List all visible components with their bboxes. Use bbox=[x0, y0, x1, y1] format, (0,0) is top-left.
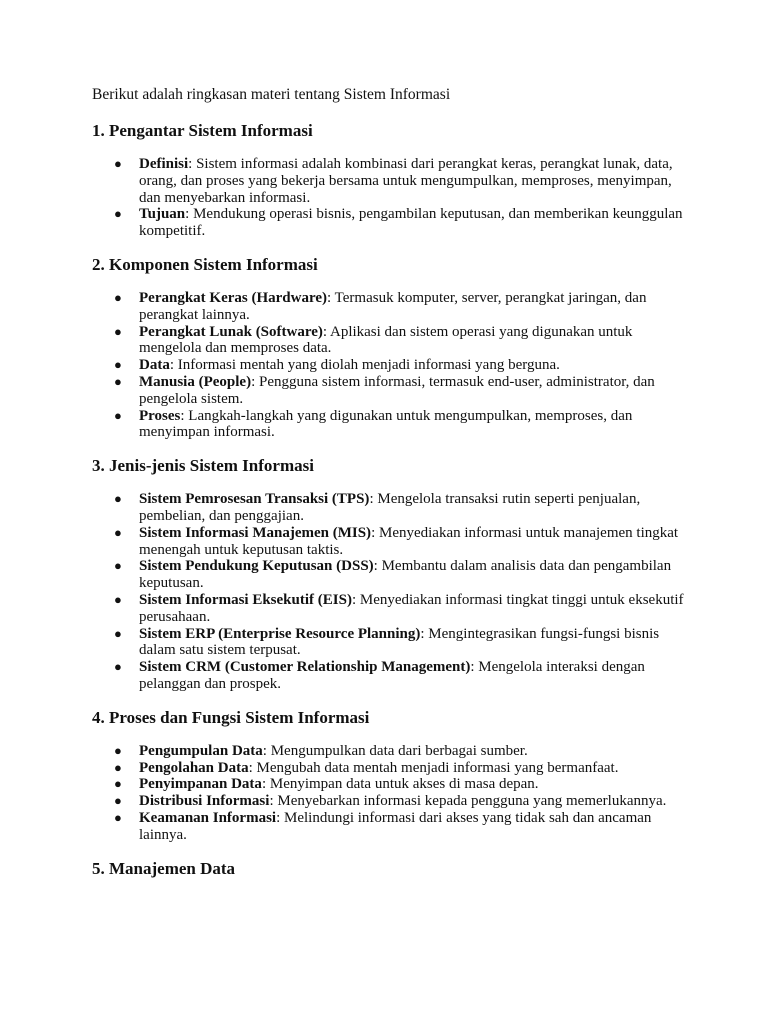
list-item bbox=[92, 793, 692, 810]
bullet-icon: ● bbox=[114, 373, 122, 389]
item-term: Tujuan bbox=[139, 206, 186, 223]
item-desc: : Melindungi informasi dari akses yang tidak sah dan ancaman lainnya. bbox=[139, 809, 652, 843]
item-desc: : Mengelola interaksi dengan pelanggan dan prospek. bbox=[139, 659, 645, 692]
bullet-icon: ● bbox=[114, 491, 122, 507]
item-desc: : Termasuk komputer, server, perangkat jaringan, dan perangkat lainnya. bbox=[139, 289, 647, 323]
bullet-icon: ● bbox=[114, 591, 122, 607]
item-desc: : Mengubah data mentah menjadi informasi yang bermanfaat. bbox=[248, 759, 619, 776]
item-term: Pengumpulan Data bbox=[139, 742, 263, 759]
item-desc: : Mengelola transaksi rutin seperti penjualan, pembelian, dan penggajian. bbox=[139, 491, 641, 524]
item-desc: : Mengintegrasikan fungsi-fungsi bisnis dalam satu sistem terpusat. bbox=[139, 625, 660, 659]
item-term: Keamanan Informasi bbox=[139, 809, 277, 826]
list-item bbox=[92, 810, 692, 844]
bullet-icon: ● bbox=[114, 625, 122, 641]
item-term: Sistem Informasi Manajemen (MIS) bbox=[139, 524, 372, 541]
bullet-icon: ● bbox=[114, 659, 122, 675]
list-item bbox=[92, 324, 692, 358]
item-term: Pengolahan Data bbox=[139, 759, 249, 776]
bullet-icon: ● bbox=[114, 357, 122, 373]
list-item bbox=[92, 776, 692, 793]
bullet-icon: ● bbox=[114, 759, 122, 775]
item-desc: : Mendukung operasi bisnis, pengambilan keputusan, dan memberikan keunggulan kompetitif. bbox=[139, 206, 683, 240]
item-term: Sistem Pendukung Keputusan (DSS) bbox=[139, 558, 374, 575]
section-list-2 bbox=[92, 290, 692, 441]
item-term: Distribusi Informasi bbox=[139, 793, 270, 810]
bullet-icon: ● bbox=[114, 524, 122, 540]
bullet-icon: ● bbox=[114, 558, 122, 574]
bullet-icon: ● bbox=[114, 206, 122, 222]
item-desc: : Informasi mentah yang diolah menjadi informasi yang berguna. bbox=[169, 357, 560, 374]
item-desc: : Menyimpan data untuk akses di masa depan. bbox=[261, 776, 539, 793]
item-term: Manusia (People) bbox=[139, 373, 252, 390]
bullet-icon: ● bbox=[114, 776, 122, 792]
list-item bbox=[92, 760, 692, 777]
item-desc: : Pengguna sistem informasi, termasuk end-user, administrator, dan pengelola sistem. bbox=[139, 373, 655, 407]
list-item bbox=[92, 206, 692, 240]
list-item bbox=[92, 626, 692, 660]
item-term: Perangkat Keras (Hardware) bbox=[139, 289, 328, 306]
list-item bbox=[92, 659, 692, 693]
section-heading-4: 4. Proses dan Fungsi Sistem Informasi bbox=[92, 707, 370, 727]
list-item bbox=[92, 290, 692, 324]
bullet-icon: ● bbox=[114, 323, 122, 339]
item-term: Sistem ERP (Enterprise Resource Planning) bbox=[139, 625, 421, 642]
list-item bbox=[92, 491, 692, 525]
item-desc: : Sistem informasi adalah kombinasi dari perangkat keras, perangkat lunak, data, orang, dan proses yang bekerja bersama untuk mengumpulkan, memproses, menyimpan, dan menyebarkan informasi. bbox=[139, 156, 673, 206]
item-term: Sistem Pemrosesan Transaksi (TPS) bbox=[139, 491, 370, 508]
list-item bbox=[92, 357, 692, 374]
item-desc: : Aplikasi dan sistem operasi yang digunakan untuk mengelola dan memproses data. bbox=[139, 323, 633, 357]
list-item bbox=[92, 558, 692, 592]
bullet-icon: ● bbox=[114, 793, 122, 809]
section-heading-5: 5. Manajemen Data bbox=[92, 858, 236, 878]
item-term: Sistem CRM (Customer Relationship Management) bbox=[139, 659, 471, 676]
item-term: Penyimpanan Data bbox=[139, 776, 262, 793]
item-desc: : Menyebarkan informasi kepada pengguna yang memerlukannya. bbox=[269, 793, 667, 810]
item-term: Data bbox=[139, 357, 170, 374]
bullet-icon: ● bbox=[114, 156, 122, 171]
list-item bbox=[92, 525, 692, 559]
item-term: Sistem Informasi Eksekutif (EIS) bbox=[139, 591, 352, 608]
item-desc: : Menyediakan informasi untuk manajemen tingkat menengah untuk keputusan taktis. bbox=[139, 524, 679, 558]
list-item bbox=[92, 374, 692, 408]
list-item bbox=[92, 156, 692, 206]
item-desc: : Membantu dalam analisis data dan pengambilan keputusan. bbox=[139, 558, 672, 592]
document-page bbox=[92, 86, 692, 894]
bullet-icon: ● bbox=[114, 289, 122, 305]
bullet-icon: ● bbox=[114, 809, 122, 825]
item-desc: : Menyediakan informasi tingkat tinggi untuk eksekutif perusahaan. bbox=[139, 591, 684, 625]
list-item bbox=[92, 592, 692, 626]
section-heading-1: 1. Pengantar Sistem Informasi bbox=[92, 121, 313, 140]
section-heading-3: 3. Jenis-jenis Sistem Informasi bbox=[92, 456, 314, 476]
item-term: Proses bbox=[139, 407, 181, 424]
list-item bbox=[92, 408, 692, 442]
section-heading-2: 2. Komponen Sistem Informasi bbox=[92, 254, 318, 274]
item-term: Perangkat Lunak (Software) bbox=[139, 323, 323, 340]
intro-text: Berikut adalah ringkasan materi tentang Sistem Informasi bbox=[92, 86, 451, 103]
item-term: Definisi bbox=[139, 156, 189, 172]
item-desc: : Mengumpulkan data dari berbagai sumber. bbox=[262, 742, 528, 759]
section-list-1 bbox=[92, 156, 692, 240]
section-list-4 bbox=[92, 743, 692, 844]
list-item bbox=[92, 743, 692, 760]
bullet-icon: ● bbox=[114, 407, 122, 423]
bullet-icon: ● bbox=[114, 742, 122, 758]
item-desc: : Langkah-langkah yang digunakan untuk mengumpulkan, memproses, dan menyimpan informasi. bbox=[139, 407, 633, 441]
section-list-3 bbox=[92, 491, 692, 693]
